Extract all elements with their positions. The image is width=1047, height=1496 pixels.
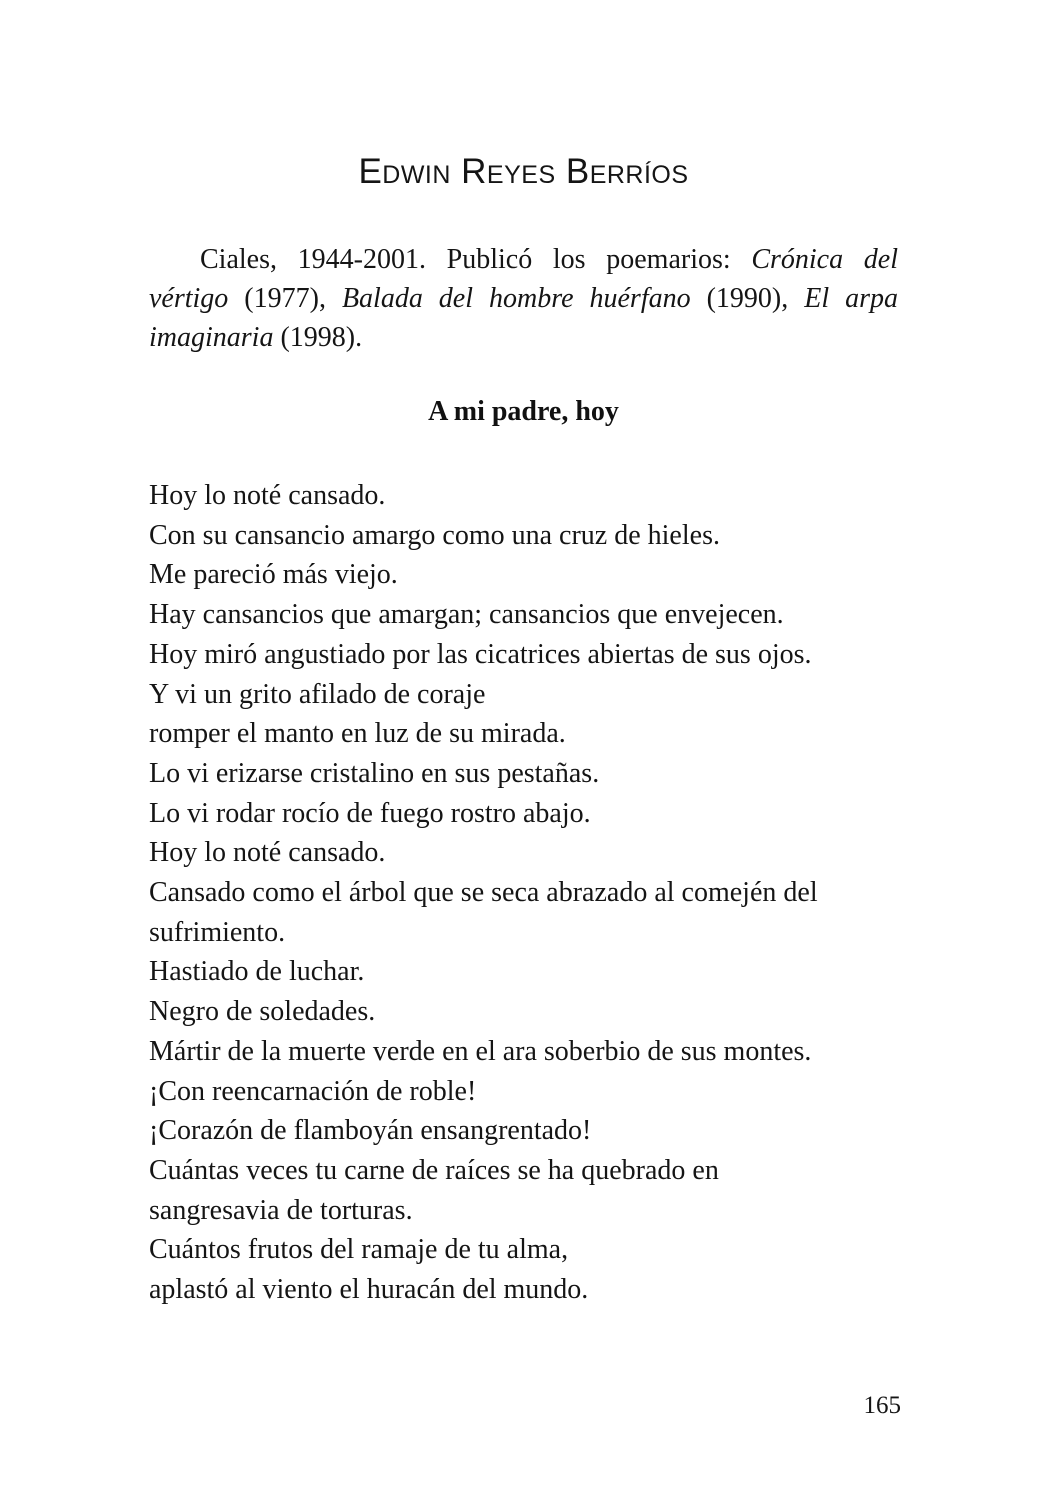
poem-line: Cuántos frutos del ramaje de tu alma, (149, 1234, 569, 1266)
poem-line: Cansado como el árbol que se seca abrazado al comején del (149, 877, 818, 909)
book-title-balada: Balada del hombre huérfano (341, 283, 691, 314)
poem-line: Negro de soledades. (149, 996, 376, 1028)
poem-line: Hay cansancios que amargan; cansancios que envejecen. (149, 599, 784, 631)
poem-line: ¡Con reencarnación de roble! (149, 1075, 477, 1107)
poem-line: aplastó al viento el huracán del mundo. (149, 1274, 589, 1306)
poem-line: romper el manto en luz de su mirada. (149, 718, 566, 750)
author-bio (149, 240, 898, 357)
poem-line: sangresavia de torturas. (149, 1194, 413, 1226)
book-year-1990: (1990), (690, 283, 805, 314)
poem-body (149, 476, 909, 1310)
poem-line: ¡Corazón de flamboyán ensangrentado! (149, 1115, 592, 1147)
poem-line: Y vi un grito afilado de coraje (149, 678, 486, 710)
poem-line: Cuántas veces tu carne de raíces se ha quebrado en (149, 1154, 719, 1186)
poem-line: Hoy lo noté cansado. (149, 837, 386, 869)
poem-line: Hastiado de luchar. (149, 956, 365, 988)
poem-line: Hoy miró angustiado por las cicatrices abiertas de sus ojos. (149, 638, 812, 670)
poem-line: sufrimiento. (149, 916, 286, 948)
author-name: Edwin Reyes Berríos (358, 152, 689, 191)
poem-line: Lo vi rodar rocío de fuego rostro abajo. (149, 797, 591, 829)
book-title-cronica: Crónica del vértigo (149, 244, 898, 314)
poem-line: Lo vi erizarse cristalino en sus pestañas. (149, 757, 600, 789)
book-year-1977: (1977), (228, 283, 342, 314)
poem-line: Mártir de la muerte verde en el ara soberbio de sus montes. (149, 1035, 812, 1067)
poem-title: A mi padre, hoy (428, 396, 619, 427)
poem-line: Me pareció más viejo. (149, 559, 398, 591)
poem-line: Hoy lo noté cansado. (149, 480, 386, 511)
bio-intro: Ciales, 1944-2001. Publicó los poemarios: (200, 244, 752, 275)
book-year-1998: (1998). (273, 322, 363, 353)
page-number: 165 (863, 1392, 901, 1419)
book-title-arpa: El arpa imaginaria (149, 283, 898, 353)
poem-line: Con su cansancio amargo como una cruz de hieles. (149, 519, 720, 551)
